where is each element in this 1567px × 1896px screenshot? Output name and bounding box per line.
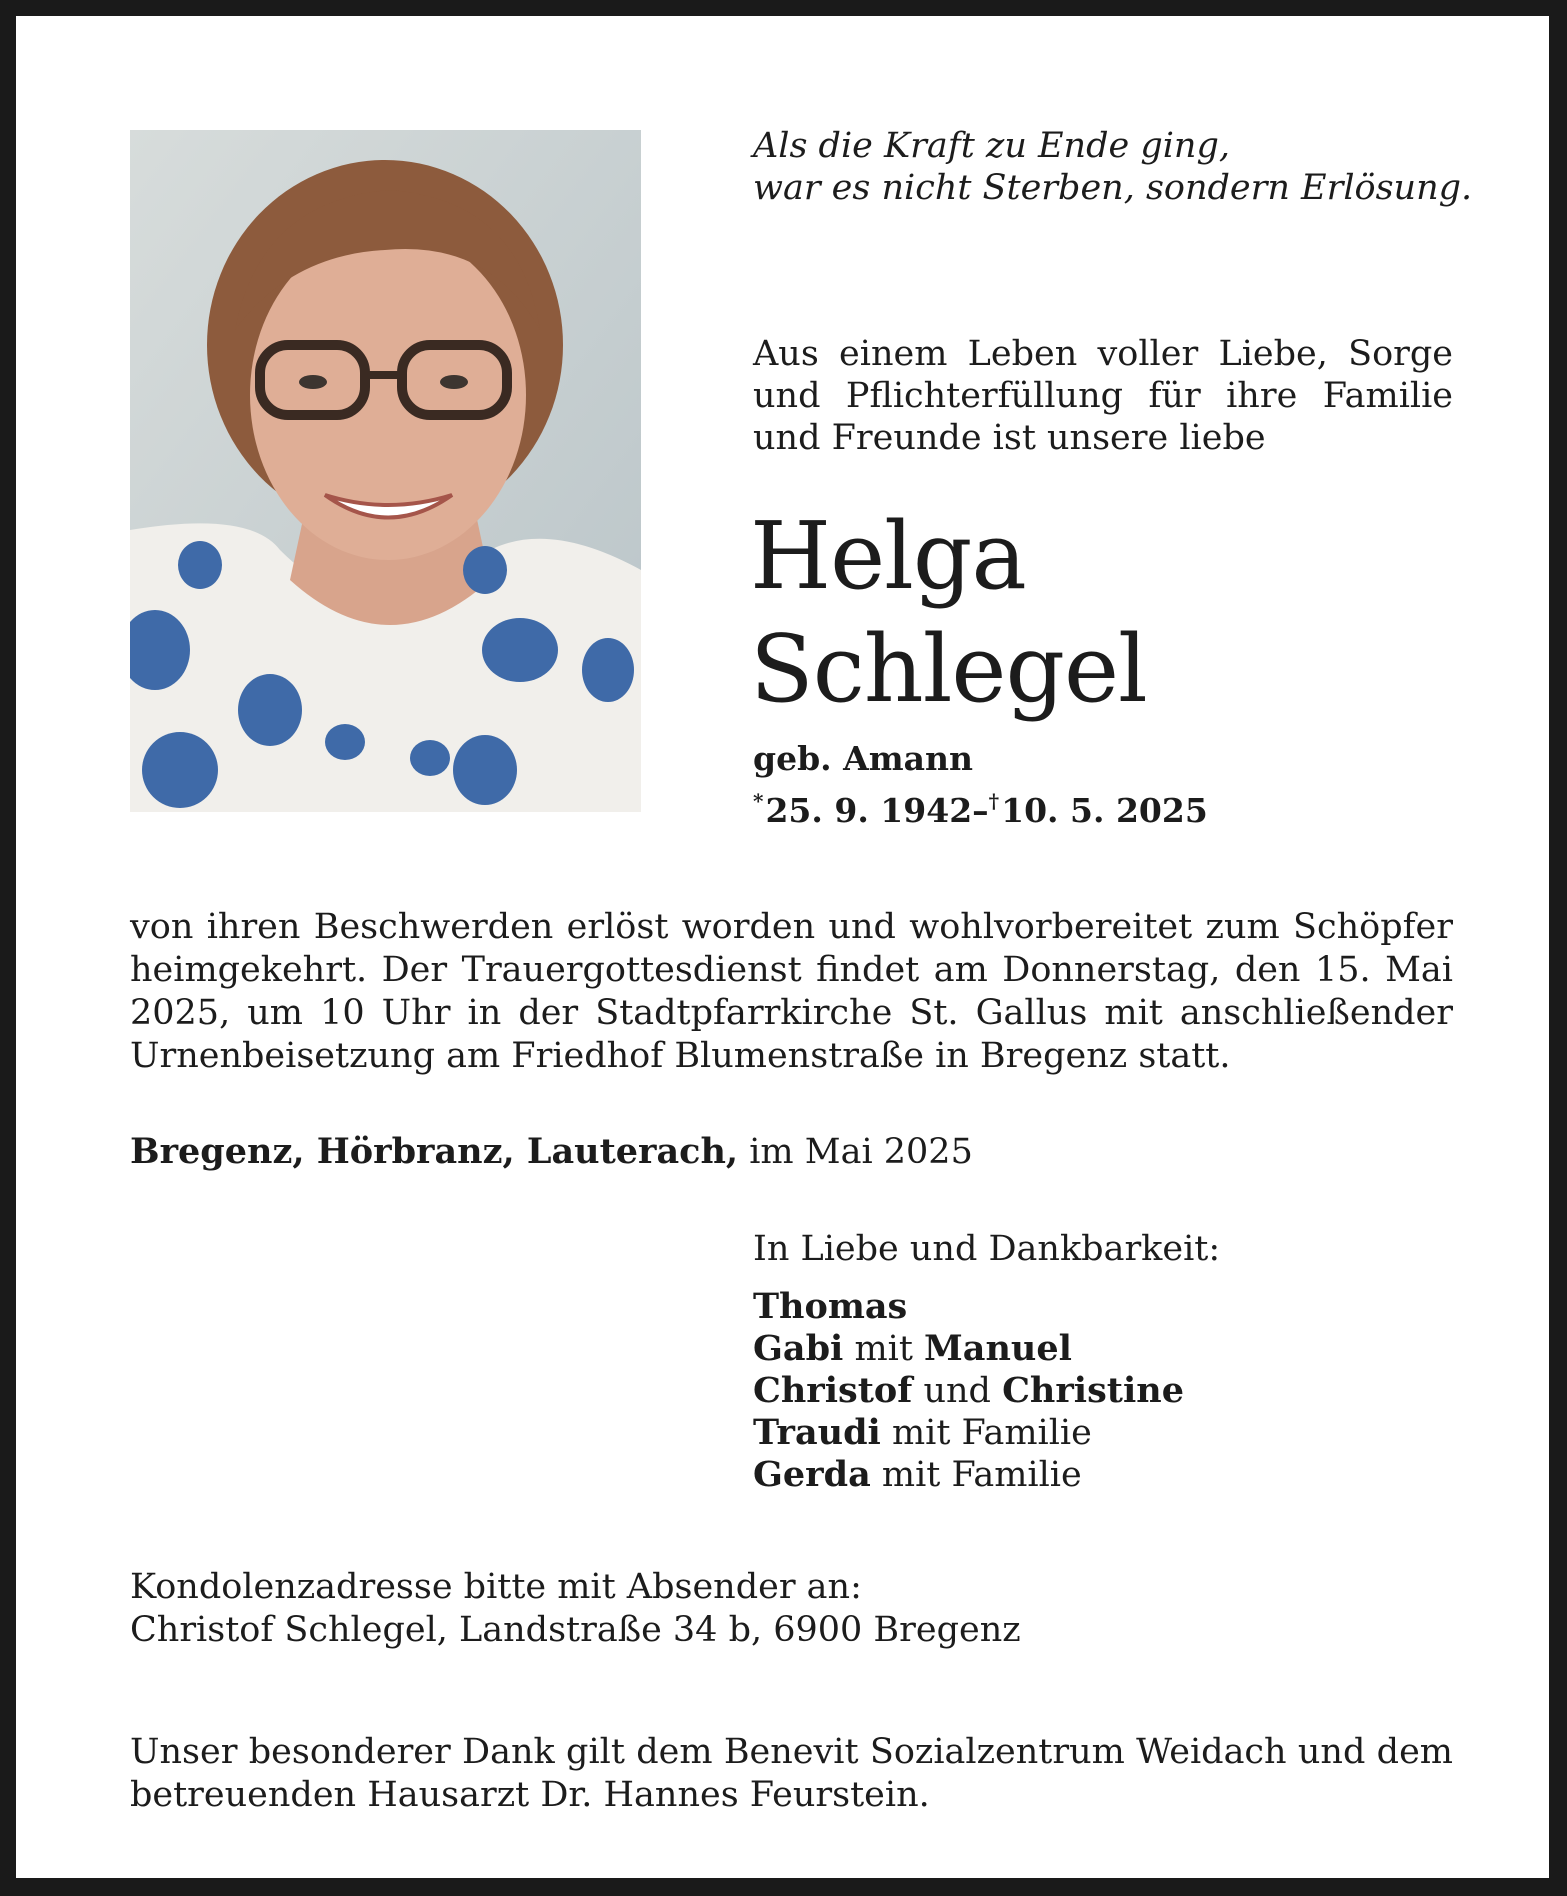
mourner-conjunction: mit	[843, 1329, 925, 1369]
birth-date: 25. 9. 1942	[765, 791, 973, 830]
mourner-name: Gabi	[753, 1328, 844, 1369]
portrait-photo	[130, 130, 641, 812]
mourner-partner: Christine	[1002, 1370, 1184, 1411]
towns: Bregenz, Hörbranz, Lauterach,	[130, 1131, 739, 1172]
mourner-conjunction: mit Familie	[870, 1455, 1082, 1495]
death-date: 10. 5. 2025	[1001, 791, 1208, 830]
mourner-name: Traudi	[753, 1412, 881, 1453]
mourner-conjunction: und	[912, 1371, 1003, 1411]
mourner-line	[753, 1412, 1473, 1454]
motto-line-2: war es nicht Sterben, sondern Erlösung.	[753, 168, 1473, 208]
address-line-2: Christof Schlegel, Landstraße 34 b, 6900 Bregenz	[130, 1610, 1021, 1650]
thanks-heading: In Liebe und Dankbarkeit:	[753, 1229, 1221, 1269]
mourner-line	[753, 1328, 1473, 1370]
mourner-partner: Manuel	[924, 1328, 1072, 1369]
intro-text: Aus einem Leben voller Liebe, Sorge und Pflichterfüllung für ihre Familie und Freunde ist unsere liebe	[753, 334, 1453, 458]
mourner-name: Gerda	[753, 1454, 871, 1495]
closing-thanks: Unser besonderer Dank gilt dem Benevit Sozialzentrum Weidach und dem betreuenden Hausarzt Dr. Hannes Feurstein.	[130, 1732, 1453, 1815]
date-range	[753, 780, 1453, 832]
body-text: von ihren Beschwerden erlöst worden und wohlvorbereitet zum Schöpfer heimgekehrt. Der Trauergottesdienst findet am Donnerstag, den 15. Mai 2025, um 10 Uhr in der Stadtpfarrkirche St. Gallus mit anschließender Urnenbeisetzung am Friedhof Blumenstraße in Bregenz statt.	[130, 907, 1453, 1076]
mourner-conjunction: mit Familie	[880, 1413, 1092, 1453]
month-year: im Mai 2025	[749, 1132, 973, 1172]
obituary-notice	[16, 16, 1549, 1878]
date-dash: –	[972, 791, 989, 830]
deceased-name	[750, 500, 1470, 726]
address-line-1: Kondolenzadresse bitte mit Absender an:	[130, 1567, 862, 1607]
birth-symbol: *	[753, 789, 764, 813]
place-date-line	[130, 1130, 1430, 1174]
mourner-line	[753, 1454, 1473, 1496]
motto-quote	[753, 125, 1473, 209]
motto-line-1: Als die Kraft zu Ende ging,	[753, 126, 1230, 166]
last-name: Schlegel	[750, 615, 1147, 723]
maiden-name: geb. Amann	[753, 739, 974, 778]
portrait-icon	[130, 130, 641, 812]
mourner-name: Thomas	[753, 1286, 908, 1327]
life-dates	[753, 738, 1453, 832]
first-name: Helga	[750, 502, 1026, 610]
mourners-list	[753, 1286, 1473, 1496]
mourner-name: Christof	[753, 1370, 913, 1411]
mourner-line	[753, 1370, 1473, 1412]
death-symbol: †	[988, 789, 1000, 813]
mourner-line	[753, 1286, 1473, 1328]
condolence-address	[130, 1566, 1430, 1652]
